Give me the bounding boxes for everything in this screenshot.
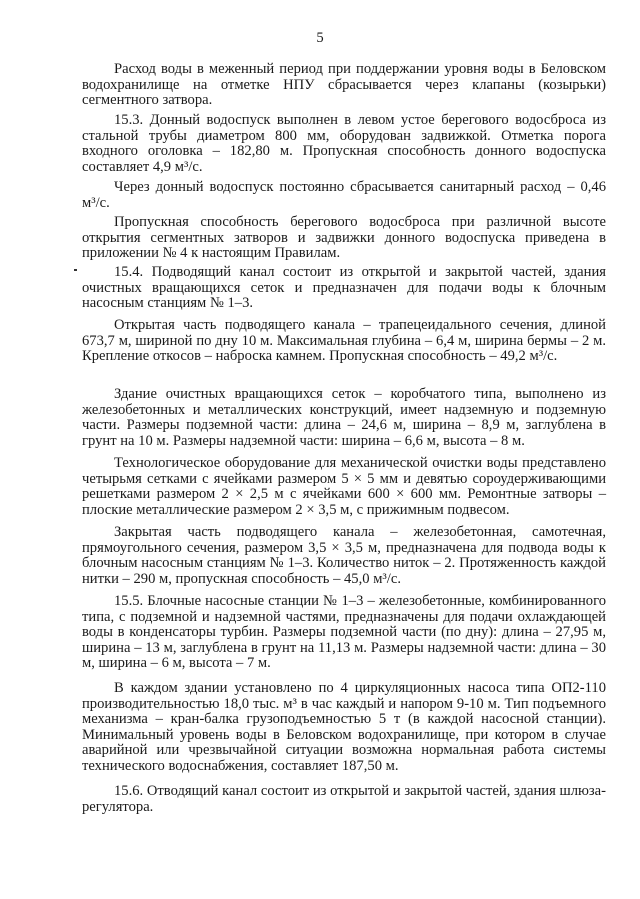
page-number: 5 <box>316 30 324 46</box>
paragraph-12: 15.6. Отводящий канал состоит из открытой и закрытой частей, здания шлюза-регулятора. <box>82 783 606 815</box>
paragraph-3: Через донный водоспуск постоянно сбрасывается санитарный расход – 0,46 м³/с. <box>82 179 606 211</box>
paragraph-10: 15.5. Блочные насосные станции № 1–3 – железобетонные, комбинированного типа, с подземной и надземной частями, предназначены для подачи охлаждающей воды в конденсаторы турбин. Размеры подземной части (по дну): длина – 27,95 м, ширина – 13 м, заглублена в грунт на 11,13 м. Размеры надземной части: длина – 30 м, ширина – 6 м, высота – 7 м. <box>82 593 606 672</box>
paragraph-1: Расход воды в меженный период при поддержании уровня воды в Беловском водохранилище на отметке НПУ сбрасывается через клапаны (козырьки) сегментного затвора. <box>82 61 606 109</box>
paragraph-4: Пропускная способность берегового водосброса при различной высоте открытия сегментных затворов и задвижки донного водоспуска приведена в приложении № 4 к настоящим Правилам. <box>82 214 606 262</box>
paragraph-7: Здание очистных вращающихся сеток – коробчатого типа, выполнено из железобетонных и металлических конструкций, имеет надземную и подземную части. Размеры подземной части: длина – 24,6 м, ширина – 8,9 м, заглублена в грунт на 10 м. Размеры надземной части: ширина – 6,6 м, высота – 8 м. <box>82 386 606 449</box>
scan-speck <box>74 269 77 271</box>
paragraph-8: Технологическое оборудование для механической очистки воды представлено четырьмя сетками с ячейками размером 5 × 5 мм и девятью сороудерживающими решетками размером 2 × 2,5 м с ячейками 600 × 600 мм. Ремонтные затворы – плоские металлические размером 2 × 3,5 м, с прижимным подвесом. <box>82 455 606 518</box>
paragraph-5: 15.4. Подводящий канал состоит из открытой и закрытой частей, здания очистных вращающихся сеток и предназначен для подачи воды к блочным насосным станциям № 1–3. <box>82 264 606 312</box>
paragraph-11: В каждом здании установлено по 4 циркуляционных насоса типа ОП2-110 производительностью 18,0 тыс. м³ в час каждый и напором 9-10 м. Тип подъемного механизма – кран-балка грузоподъемностью 5 т (в каждой насосной станции). Минимальный уровень воды в Беловском водохранилище, при котором в случае аварийной или чрезвычайной ситуации возможна нормальная работа системы технического водоснабжения, составляет 187,50 м. <box>82 680 606 774</box>
paragraph-9: Закрытая часть подводящего канала – железобетонная, самотечная, прямоугольного сечения, размером 3,5 × 3,5 м, предназначена для подвода воды к блочным насосным станциям № 1–3. Количество ниток – 2. Протяженность каждой нитки – 290 м, пропускная способность – 45,0 м³/с. <box>82 524 606 587</box>
paragraph-6: Открытая часть подводящего канала – трапецеидального сечения, длиной 673,7 м, шириной по дну 10 м. Максимальная глубина – 6,4 м, ширина бермы – 2 м. Крепление откосов – наброска камнем. Пропускная способность – 49,2 м³/с. <box>82 317 606 365</box>
paragraph-2: 15.3. Донный водоспуск выполнен в левом устое берегового водосброса из стальной трубы диаметром 800 мм, оборудован задвижкой. Отметка порога входного оголовка – 182,80 м. Пропускная способность донного водоспуска составляет 4,9 м³/с. <box>82 112 606 175</box>
